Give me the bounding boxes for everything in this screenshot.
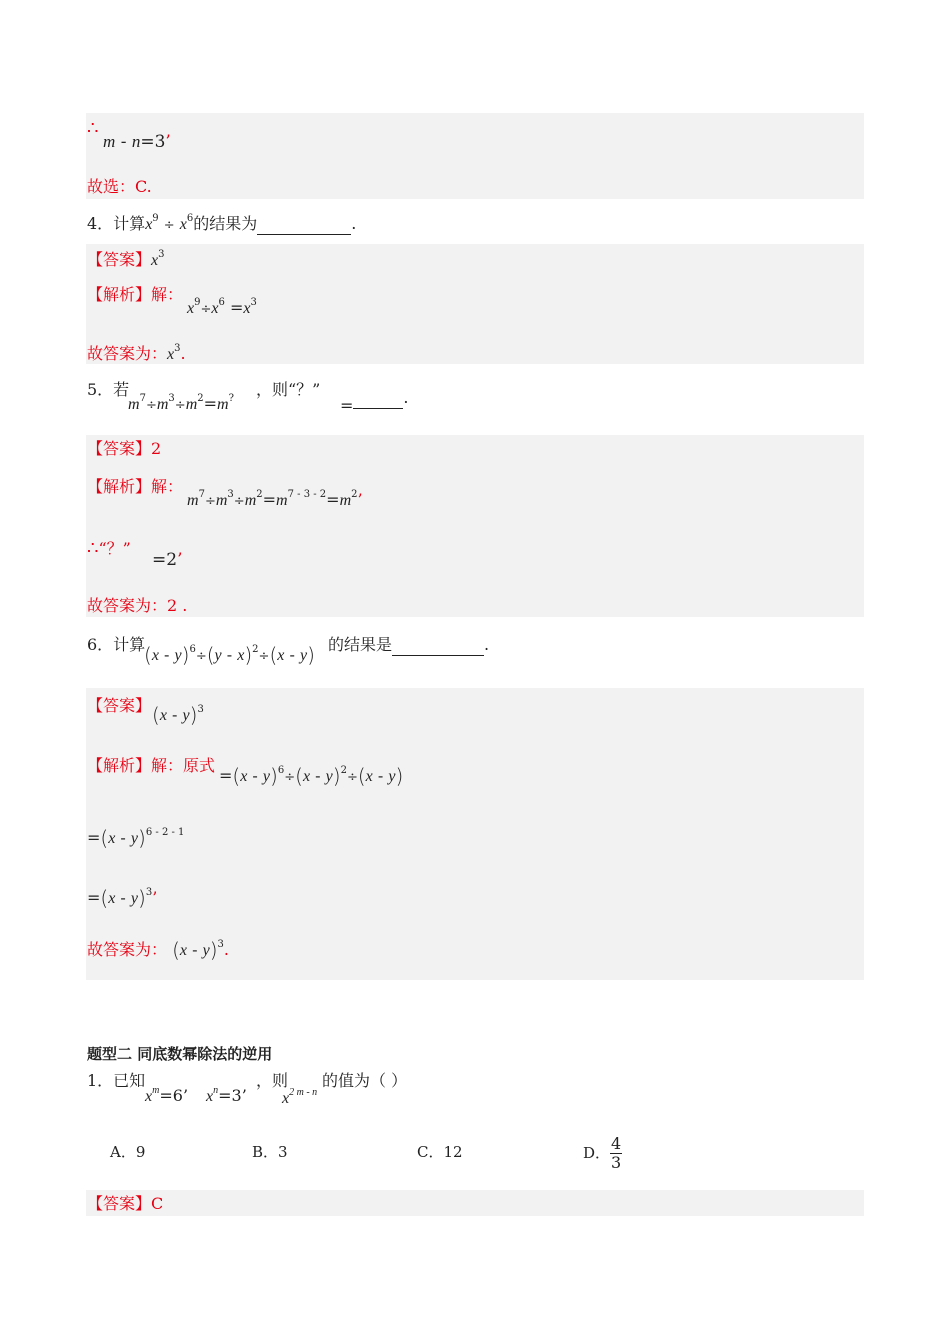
question-7-power: $x^{2 m - n}$ — [282, 1087, 318, 1107]
solution-line-3: =(x - y)$^3$’ — [87, 886, 158, 910]
conclusion: 故选：C. — [87, 177, 152, 196]
option-b[interactable]: B．3 — [252, 1143, 288, 1161]
option-d[interactable]: D． $\frac{4}{3}$ — [583, 1134, 622, 1172]
question-5-equation: $m^7\div m^3\div m^2=m^?$ — [128, 393, 234, 413]
final-answer: 故答案为：2 . — [87, 596, 188, 615]
therefore-value: =2’ — [152, 550, 183, 570]
question-6-suffix: 的结果是 . — [328, 635, 490, 654]
answer-box — [86, 688, 864, 980]
fraction: $\frac{4}{3}$ — [611, 1134, 622, 1172]
solution-equation: $m^7\div m^3\div m^2=m^{7 - 3 - 2}=m^2$’ — [187, 489, 363, 509]
question-5-blank: = . — [340, 388, 409, 415]
question-7-prompt: 1．已知 — [87, 1071, 146, 1090]
solution-box — [86, 113, 864, 199]
option-a[interactable]: A．9 — [110, 1143, 146, 1161]
answer-line: 【答案】C — [87, 1194, 164, 1213]
final-answer: 故答案为：$x^3$. — [87, 343, 186, 363]
answer-line: 【答案】2 — [87, 439, 162, 458]
question-7-given-2: $x^n=3$’ — [206, 1085, 247, 1105]
question-4: 4．计算$x^9 \div x^6$的结果为 . — [87, 213, 357, 233]
analysis-label: 【解析】解： — [87, 477, 184, 496]
answer-blank[interactable] — [392, 639, 484, 656]
question-7-then: ，则 — [256, 1071, 289, 1090]
question-5-prompt: 5．若 — [87, 380, 130, 399]
final-answer: 故答案为： (x - y)$^3$. — [87, 938, 230, 962]
question-7-given-1: $x^m=6$’ — [145, 1085, 189, 1105]
answer-label: 【答案】 — [87, 696, 152, 715]
question-7-suffix: 的值为（ ） — [322, 1071, 408, 1090]
answer-expression: (x - y)$^3$ — [152, 703, 204, 727]
solution-line-1: =(x - y)$^6$÷(x - y)$^2$÷(x - y) — [219, 764, 404, 788]
analysis-label: 【解析】解： — [87, 285, 184, 304]
solution-line-2: =(x - y)$^{6 - 2 - 1}$ — [87, 826, 185, 850]
answer-blank[interactable] — [353, 392, 403, 409]
answer-blank[interactable] — [257, 218, 351, 235]
therefore-line: ∴“？” — [87, 538, 131, 559]
question-6-prompt: 6．计算 — [87, 635, 146, 654]
question-6-expression: (x - y)$^6$÷(y - x)$^2$÷(x - y) — [144, 643, 315, 667]
option-c[interactable]: C．12 — [417, 1143, 463, 1161]
answer-box — [86, 1190, 864, 1216]
solution-equation: $x^9\div x^6 =x^3$ — [187, 297, 257, 317]
equation: m - n=3’ — [103, 132, 171, 152]
answer-line: 【答案】$x^3$ — [87, 249, 165, 269]
therefore-symbol: ∴ — [87, 118, 99, 139]
question-5-then: ，则“？” — [256, 380, 321, 399]
analysis-label: 【解析】解：原式 — [87, 756, 216, 775]
section-heading: 题型二 同底数幂除法的逆用 — [87, 1045, 273, 1063]
answer-box — [86, 435, 864, 617]
